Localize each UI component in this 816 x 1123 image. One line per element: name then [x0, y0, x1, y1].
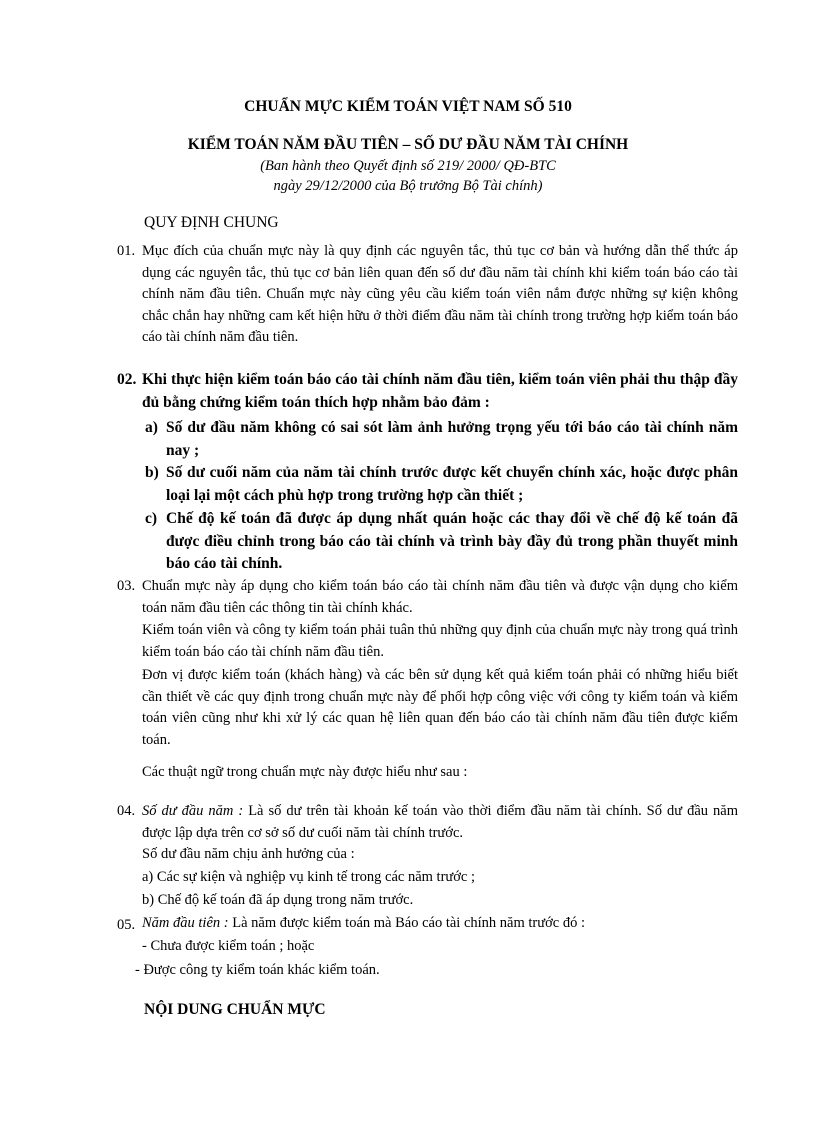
affected-by-intro: Số dư đầu năm chịu ảnh hưởng của :	[142, 846, 355, 862]
item-label-c: c)	[145, 510, 158, 527]
paragraph-number-03: 03.	[117, 578, 136, 594]
document-subtitle: KIỂM TOÁN NĂM ĐẦU TIÊN – SỐ DƯ ĐẦU NĂM TÀI CHÍNH	[187, 136, 629, 153]
paragraph-number-02: 02.	[117, 371, 137, 388]
issued-by-line-2: ngày 29/12/2000 của Bộ trưởng Bộ Tài chính)	[273, 178, 543, 194]
item-label-a: a)	[145, 419, 158, 436]
paragraph-04	[142, 801, 738, 844]
paragraph-05	[142, 915, 585, 932]
item-b: Số dư cuối năm của năm tài chính trước được kết chuyển chính xác, hoặc được phân loại lại một cách phù hợp trong trường hợp cần thiết ;	[166, 464, 738, 504]
item-c: Chế độ kế toán đã được áp dụng nhất quán hoặc các thay đổi về chế độ kế toán đã được điều chỉnh trong báo cáo tài chính và trình bày đầy đủ trong phần thuyết minh báo cáo tài chính.	[166, 510, 738, 572]
definition-opening-balance: Là số dư trên tài khoản kế toán vào thời điểm đầu năm tài chính. Số dư đầu năm được lập dựa trên cơ sở số dư cuối năm tài chính trước.	[142, 803, 738, 841]
terms-intro: Các thuật ngữ trong chuẩn mực này được hiểu như sau :	[142, 764, 468, 780]
paragraph-01: Mục đích của chuẩn mực này là quy định các nguyên tắc, thủ tục cơ bản và hướng dẫn thể thức áp dụng các nguyên tắc, thủ tục cơ bản liên quan đến số dư đầu năm tài chính khi kiểm toán báo cáo tài chính năm đầu tiên. Chuẩn mực này cũng yêu cầu kiểm toán viên nắm được những sự kiện không chắc chắn hay những cam kết hiện hữu ở thời điểm đầu năm tài chính trong trường hợp kiểm toán báo cáo tài chính năm đầu tiên.	[142, 243, 738, 345]
section-heading-general: QUY ĐỊNH CHUNG	[144, 214, 279, 231]
item-label-b: b)	[145, 464, 159, 481]
section-heading-content: NỘI DUNG CHUẨN MỰC	[144, 1001, 326, 1018]
first-year-case-1: - Chưa được kiểm toán ; hoặc	[142, 938, 315, 954]
paragraph-02: Khi thực hiện kiểm toán báo cáo tài chính năm đầu tiên, kiểm toán viên phải thu thập đầy đủ bằng chứng kiểm toán thích hợp nhằm bảo đảm :	[142, 371, 738, 411]
paragraph-03-part-3: Đơn vị được kiểm toán (khách hàng) và các bên sử dụng kết quả kiểm toán phải có những hiểu biết cần thiết về các quy định trong chuẩn mực này để phối hợp công việc với công ty kiểm toán và kiểm toán viên cũng như khi xử lý các quan hệ liên quan đến báo cáo tài chính năm đầu tiên được kiểm toán.	[142, 667, 738, 748]
issued-by-line-1: (Ban hành theo Quyết định số 219/ 2000/ QĐ-BTC	[260, 158, 556, 174]
affected-item-a: a) Các sự kiện và nghiệp vụ kinh tế trong các năm trước ;	[142, 869, 476, 885]
term-first-year: Năm đầu tiên :	[142, 915, 229, 931]
paragraph-number-01: 01.	[117, 243, 136, 259]
item-a: Số dư đầu năm không có sai sót làm ảnh hưởng trọng yếu tới báo cáo tài chính năm nay ;	[166, 419, 738, 459]
paragraph-03-part-2: Kiểm toán viên và công ty kiểm toán phải tuân thủ những quy định của chuẩn mực này trong quá trình kiểm toán báo cáo tài chính năm đầu tiên.	[142, 622, 738, 660]
affected-item-b: b) Chế độ kế toán đã áp dụng trong năm trước.	[142, 892, 414, 908]
definition-first-year: Là năm được kiểm toán mà Báo cáo tài chính năm trước đó :	[232, 915, 585, 931]
paragraph-number-05: 05.	[117, 917, 136, 933]
paragraph-03-part-1: Chuẩn mực này áp dụng cho kiểm toán báo cáo tài chính năm đầu tiên và được vận dụng cho kiểm toán năm đầu tiên các thông tin tài chính khác.	[142, 578, 738, 616]
document-title: CHUẨN MỰC KIỂM TOÁN VIỆT NAM SỐ 510	[244, 98, 572, 115]
paragraph-number-04: 04.	[117, 803, 136, 819]
term-opening-balance: Số dư đầu năm :	[142, 803, 244, 819]
first-year-case-2: - Được công ty kiểm toán khác kiểm toán.	[135, 962, 380, 978]
